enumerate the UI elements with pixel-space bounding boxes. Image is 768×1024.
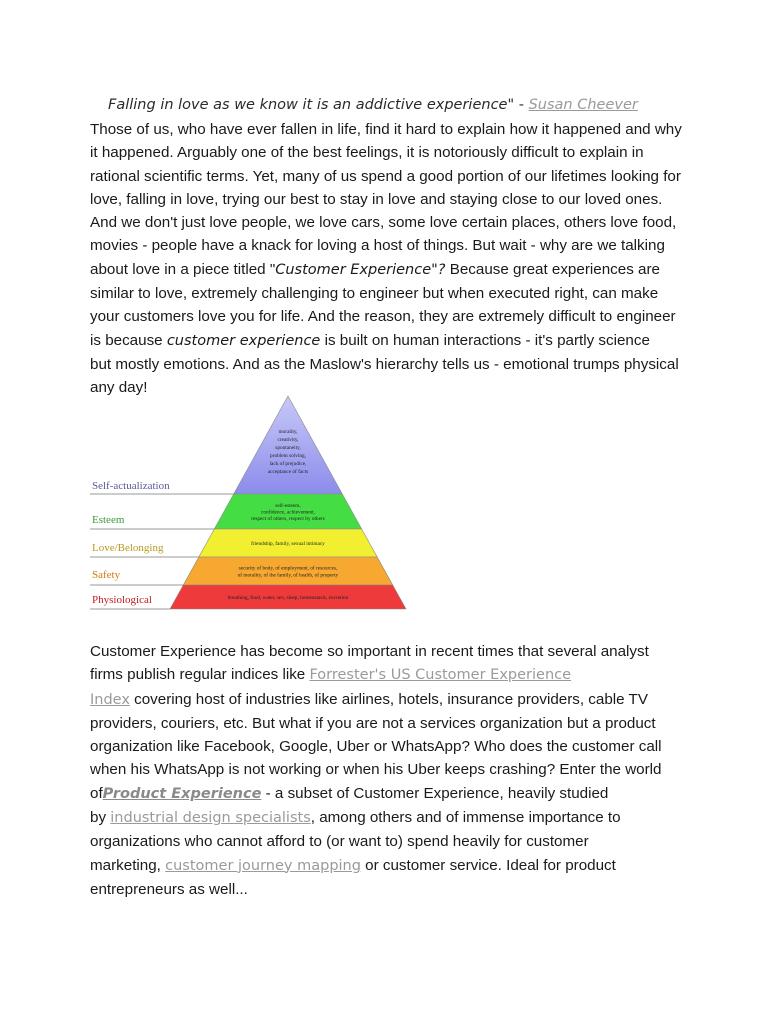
forrester-index-link-cont[interactable]: Index (90, 691, 130, 708)
pyramid-level-description: acceptance of facts (267, 469, 309, 475)
italic-term: customer experience (166, 332, 321, 349)
text-line: similar to love, extremely challenging to engineer but when executed right, can make (90, 285, 659, 303)
intro-paragraph (90, 118, 690, 400)
customer-journey-mapping-link[interactable]: customer journey mapping (165, 857, 361, 874)
text-line: entrepreneurs as well... (90, 880, 248, 898)
pyramid-level-description: problem solving, (270, 453, 306, 459)
quote-author-link[interactable]: Susan Cheever (528, 97, 638, 113)
maslow-pyramid-image (88, 393, 408, 613)
text-line: rational scientific terms. Yet, many of us spend a good portion of our lifetimes looking for (90, 167, 681, 185)
text-line: but mostly emotions. And as the Maslow's hierarchy tells us - emotional trumps physical (90, 355, 679, 373)
text-line: any day! (90, 379, 148, 397)
text-run: covering host of industries like airlines, hotels, insurance providers, cable TV (129, 690, 648, 708)
text-run: about love in a piece titled " (90, 260, 276, 278)
text-line (90, 782, 690, 806)
pyramid-level-description: of morality, of the family, of health, of property (237, 572, 339, 579)
pyramid-level-description: self-esteem, (275, 502, 301, 509)
pyramid-level-description: lack of prejudice, (269, 461, 307, 467)
product-experience-link[interactable]: Product Experience (102, 785, 262, 802)
text-run: Because great experiences are (445, 260, 660, 278)
text-line: it happened. Arguably one of the best feelings, it is notoriously difficult to explain in (90, 144, 644, 162)
text-line (90, 258, 690, 282)
industrial-design-link[interactable]: industrial design specialists (110, 810, 311, 827)
text-line (90, 663, 690, 687)
text-line: love, falling in love, trying our best to stay in love and staying close to our loved ones. (90, 190, 663, 208)
quote-text: Falling in love as we know it is an addictive experience" (108, 97, 515, 113)
text-line: Customer Experience has become so important in recent times that several analyst (90, 643, 649, 660)
text-line (90, 329, 690, 353)
text-run: marketing, (90, 856, 166, 874)
text-line: organization like Facebook, Google, Uber or WhatsApp? Who does the customer call (90, 738, 662, 756)
customer-experience-paragraph (90, 640, 690, 901)
text-run: - a subset of Customer Experience, heavily studied (261, 784, 609, 802)
italic-title: Customer Experience"? (275, 261, 446, 278)
pyramid-level-description: spontaneity, (275, 445, 301, 451)
text-line: And we don't just love people, we love cars, some love certain places, others love food, (90, 214, 677, 232)
text-line: when his WhatsApp is not working or when his Uber keeps crashing? Enter the world (90, 761, 662, 779)
text-line (90, 688, 690, 712)
text-line: your customers love you for life. And the reason, they are extremely difficult to engineer (90, 308, 676, 326)
text-line: movies - people have a knack for loving a host of things. But wait - why are we talking (90, 237, 665, 255)
text-run: is because (90, 331, 167, 349)
text-run: or customer service. Ideal for product (360, 856, 616, 874)
pyramid-level-description: respect of others, respect by others (251, 516, 325, 523)
pyramid-label: Safety (92, 569, 121, 581)
text-line: providers, couriers, etc. But what if you are not a services organization but a product (90, 714, 656, 732)
quote-dash: - (514, 97, 529, 113)
pyramid-level-description: confidence, achievement, (261, 509, 315, 516)
text-run: , among others and of immense importance to (310, 809, 621, 827)
text-line (90, 806, 690, 830)
pyramid-label: Love/Belonging (92, 542, 164, 554)
pyramid-level-description: creativity, (277, 437, 299, 443)
pyramid-level-description: breathing, food, water, sex, sleep, homeostasis, excretion (227, 595, 349, 601)
pyramid-level-description: security of body, of employment, of resources, (238, 565, 338, 572)
text-run: is built on human interactions - it's partly science (320, 331, 650, 349)
text-line: Those of us, who have ever fallen in life, find it hard to explain how it happened and why (90, 121, 682, 138)
text-run: by (90, 809, 111, 827)
pyramid-label: Esteem (92, 514, 125, 526)
text-run: firms publish regular indices like (90, 666, 310, 684)
text-run: of (90, 784, 103, 802)
pyramid-label: Self-actualization (92, 480, 170, 492)
pyramid-level-description: morality, (278, 429, 298, 435)
text-line (90, 854, 690, 878)
pyramid-label: Physiological (92, 594, 152, 606)
pyramid-level-description: friendship, family, sexual intimacy (251, 541, 325, 547)
text-line: organizations who cannot afford to (or want to) spend heavily for customer (90, 833, 589, 851)
forrester-index-link[interactable]: Forrester's US Customer Experience (309, 667, 572, 684)
opening-quote (108, 97, 638, 113)
